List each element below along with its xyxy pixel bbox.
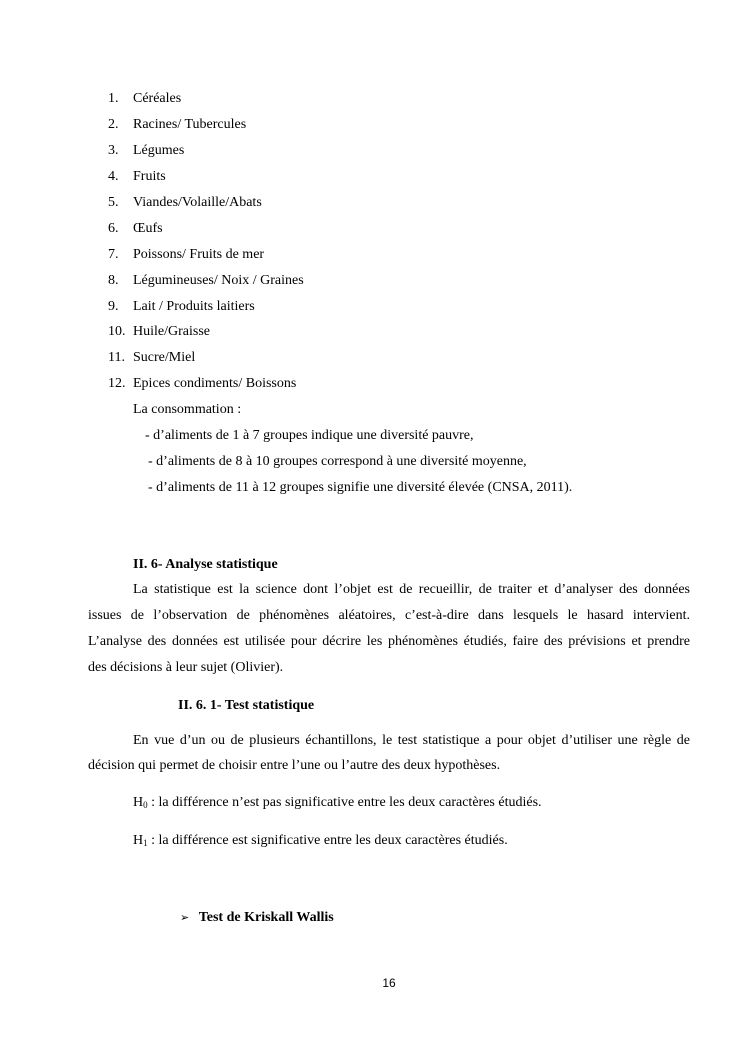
list-item: Œufs bbox=[133, 221, 163, 236]
kruskal-heading-row bbox=[180, 909, 334, 927]
list-number: 9. bbox=[108, 299, 119, 314]
paragraph-line: des décisions à leur sujet (Olivier). bbox=[88, 660, 284, 675]
list-number: 3. bbox=[108, 143, 119, 158]
hypothesis-subscript: 0 bbox=[143, 800, 148, 810]
list-item: Huile/Graisse bbox=[133, 324, 210, 339]
list-item: Lait / Produits laitiers bbox=[133, 299, 255, 314]
list-number: 4. bbox=[108, 169, 119, 184]
section-heading: II. 6- Analyse statistique bbox=[133, 557, 278, 572]
page-number: 16 bbox=[382, 976, 396, 990]
arrow-bullet-icon: ➢ bbox=[180, 911, 190, 924]
consumption-item: - d’aliments de 8 à 10 groupes correspond à une diversité moyenne, bbox=[148, 454, 527, 469]
paragraph-line: décision qui permet de choisir entre l’une ou l’autre des deux hypothèses. bbox=[88, 758, 501, 773]
hypothesis-subscript: 1 bbox=[143, 838, 148, 848]
list-item: Sucre/Miel bbox=[133, 350, 196, 365]
list-number: 8. bbox=[108, 273, 119, 288]
subsection-heading: II. 6. 1- Test statistique bbox=[178, 698, 315, 713]
hypothesis-symbol: H bbox=[133, 833, 144, 848]
list-number: 7. bbox=[108, 247, 119, 262]
list-number: 5. bbox=[108, 195, 119, 210]
hypothesis-symbol: H bbox=[133, 795, 144, 810]
list-item: Viandes/Volaille/Abats bbox=[133, 195, 262, 210]
paragraph-line: En vue d’un ou de plusieurs échantillons, le test statistique a pour objet d’utiliser une règle de bbox=[133, 733, 690, 748]
list-item: Légumineuses/ Noix / Graines bbox=[133, 273, 304, 288]
list-item: Poissons/ Fruits de mer bbox=[133, 247, 265, 262]
hypothesis-text: : la différence n’est pas significative entre les deux caractères étudiés. bbox=[147, 795, 542, 810]
consumption-item: - d’aliments de 11 à 12 groupes signifie une diversité élevée (CNSA, 2011). bbox=[148, 480, 573, 495]
list-item: Légumes bbox=[133, 143, 185, 158]
list-item: Céréales bbox=[133, 91, 182, 106]
paragraph-line: L’analyse des données est utilisée pour décrire les phénomènes étudiés, faire des prévisions et prendre bbox=[88, 634, 690, 649]
hypothesis-h1 bbox=[133, 832, 508, 852]
consumption-intro: La consommation : bbox=[133, 402, 242, 417]
list-number: 11. bbox=[108, 350, 125, 365]
list-item: Fruits bbox=[133, 169, 166, 184]
hypothesis-text: : la différence est significative entre les deux caractères étudiés. bbox=[147, 833, 508, 848]
list-number: 12. bbox=[108, 376, 126, 391]
list-number: 10. bbox=[108, 324, 126, 339]
list-number: 1. bbox=[108, 91, 119, 106]
consumption-item: - d’aliments de 1 à 7 groupes indique une diversité pauvre, bbox=[145, 428, 474, 443]
list-item: Epices condiments/ Boissons bbox=[133, 376, 297, 391]
paragraph-line: issues de l’observation de phénomènes aléatoires, c’est-à-dire dans lesquels le hasard intervient. bbox=[88, 608, 690, 623]
kruskal-heading: Test de Kriskall Wallis bbox=[198, 910, 334, 925]
hypothesis-h0 bbox=[133, 794, 542, 814]
list-item: Racines/ Tubercules bbox=[133, 117, 247, 132]
paragraph-line: La statistique est la science dont l’objet est de recueillir, de traiter et d’analyser des données bbox=[133, 582, 690, 597]
list-number: 6. bbox=[108, 221, 119, 236]
list-number: 2. bbox=[108, 117, 119, 132]
